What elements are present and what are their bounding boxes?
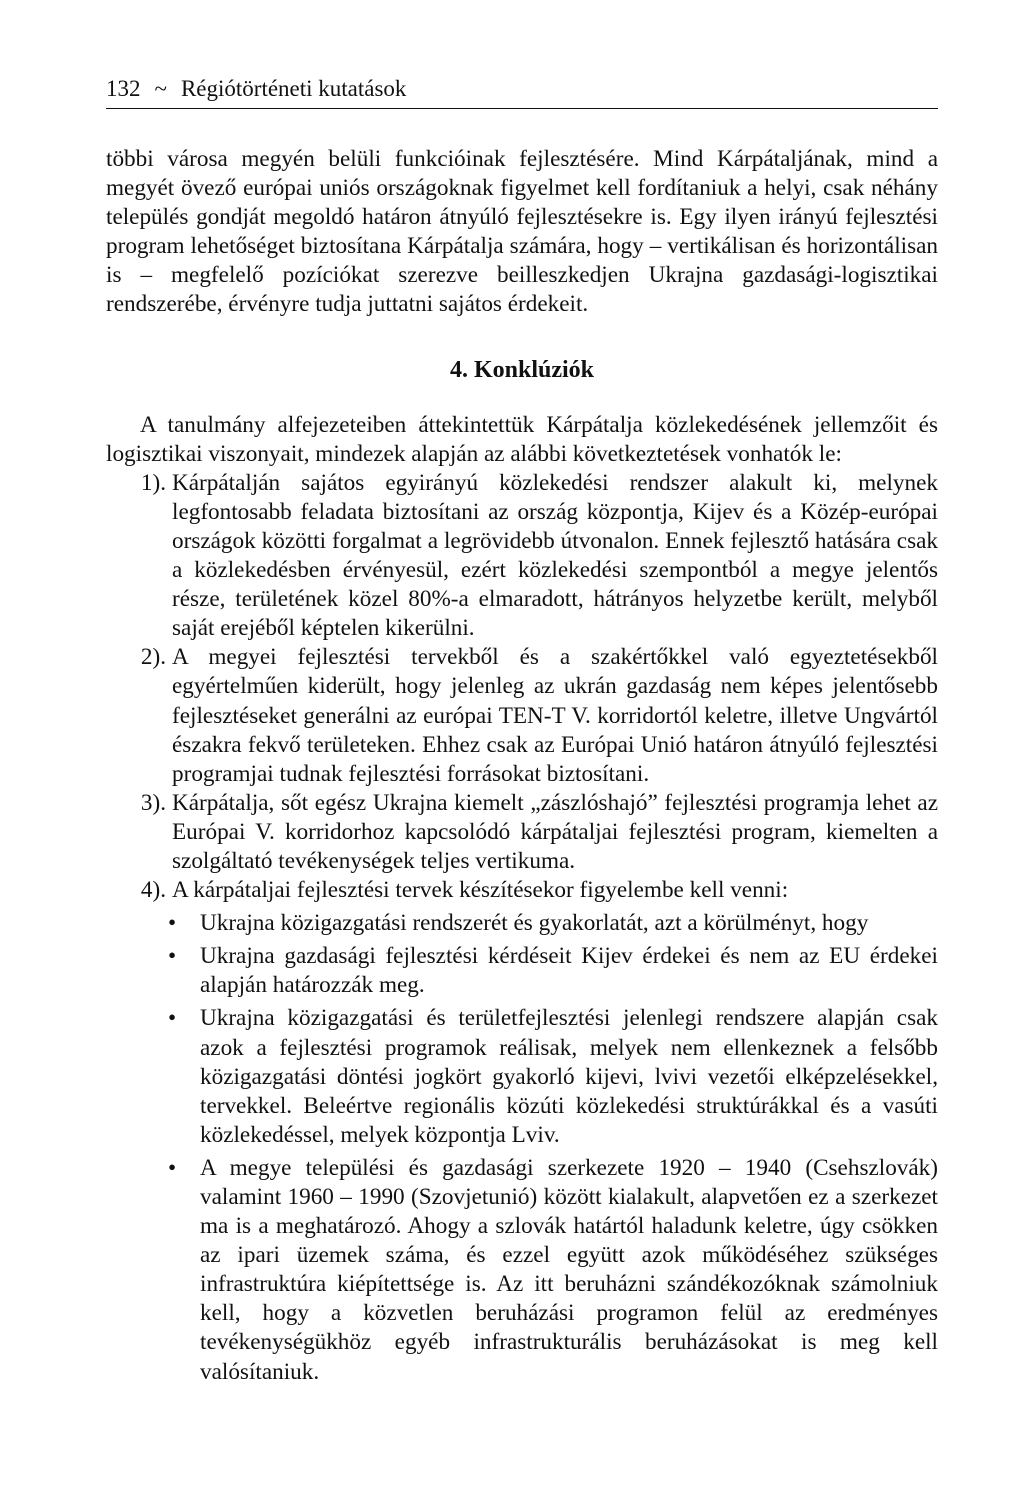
bullet-icon: • — [168, 1154, 177, 1181]
item-text: Kárpátalján sajátos egyirányú közlekedési rendszer alakult ki, melynek legfontosabb feladata biztosítani az ország központja, Kijev és a Közép-európai országok közötti forgalmat a legrövidebb útvonalon. Ennek fejlesztő hatására csak a közlekedésben érvényesül, ezért közlekedési szempontból a megye jelentős része, területének közel 80%-a elmaradott, hátrányos helyzetbe került, melyből saját erejéből képtelen kikerülni. — [172, 469, 938, 642]
header-separator: ~ — [154, 76, 167, 101]
bullet-text: Ukrajna közigazgatási és területfejlesztési jelenlegi rendszere alapján csak azok a fejlesztési programok reálisak, melyek nem ellenkeznek a felsőbb közigazgatási döntési jogkört gyakorló kijevi, lvivi vezetői elképzelésekkel, tervekkel. Beleértve regionális közúti közlekedési struktúrákkal és a vasúti közlekedéssel, melyek központja Lviv. — [200, 1005, 938, 1148]
document-page — [106, 74, 938, 1387]
item-number: 1). — [140, 469, 166, 496]
conclusion-item-2 — [106, 643, 938, 788]
conclusion-item-4 — [106, 876, 938, 905]
bullet-text: A megye települési és gazdasági szerkezete 1920 – 1940 (Csehszlovák) valamint 1960 – 1990 (Szovjetunió) között kialakult, alapvetően ez a szerkezet ma is a meghatározó. Ahogy a szlovák határtól haladunk keletre, úgy csökken az ipari üzemek száma, és ezzel együtt azok működéséhez szükséges infrastruktúra kiépítettsége is. Az itt beruházni szándékozóknak számolniuk kell, hogy a közvetlen beruházási programon felül az eredményes tevékenységükhöz egyéb infrastrukturális beruházásokat is meg kell valósítaniuk. — [200, 1154, 938, 1385]
item-text: A megyei fejlesztési tervekből és a szakértőkkel való egyeztetésekből egyértelműen kiderült, hogy jelenleg az ukrán gazdaság nem képes jelentősebb fejlesztéseket generálni az európai TEN-T V. korridortól keletre, illetve Ungvártól északra fekvő területeken. Ehhez csak az Európai Unió határon átnyúló fejlesztési programjai tudnak fejlesztési forrásokat biztosítani. — [172, 644, 938, 787]
item-number: 3). — [140, 789, 166, 816]
bullet-icon: • — [168, 1005, 177, 1032]
conclusion-item-3 — [106, 789, 938, 876]
item-number: 2). — [140, 644, 166, 671]
running-header — [106, 74, 938, 109]
bullet-text: Ukrajna gazdasági fejlesztési kérdéseit Kijev érdekei és nem az EU érdekei alapján határozzák meg. — [200, 943, 938, 999]
section-heading: 4. Konklúziók — [449, 356, 595, 383]
bullet-icon: • — [168, 943, 177, 970]
page-number: 132 — [106, 76, 141, 101]
bullet-list — [106, 909, 938, 1387]
running-title: Régiótörténeti kutatások — [180, 76, 407, 101]
list-item — [106, 942, 938, 1000]
bullet-icon: • — [168, 910, 177, 937]
bullet-text: Ukrajna közigazgatási rendszerét és gyakorlatát, azt a körülményt, hogy — [200, 910, 869, 937]
item-number: 4). — [140, 877, 166, 904]
list-item — [106, 909, 938, 938]
item-text: Kárpátalja, sőt egész Ukrajna kiemelt „zászlóshajó” fejlesztési programja lehet az Európai V. korridorhoz kapcsolódó kárpátaljai fejlesztési program, kiemelten a szolgáltató tevékenységek teljes vertikuma. — [172, 789, 938, 874]
body-text — [106, 145, 938, 1387]
opening-paragraph: többi városa megyén belüli funkcióinak fejlesztésére. Mind Kárpátaljának, mind a megyét övező európai uniós országoknak figyelmet kell fordítaniuk a helyi, csak néhány település gondját megoldó határon átnyúló fejlesztésekre is. Egy ilyen irányú fejlesztési program lehetőséget biztosítana Kárpátalja számára, hogy – vertikálisan és horizontálisan is – megfelelő pozíciókat szerezve beilleszkedjen Ukrajna gazdasági-logisztikai rendszerébe, érvényre tudja juttatni sajátos érdekeit. — [106, 146, 938, 318]
conclusion-item-1 — [106, 469, 938, 644]
intro-paragraph: A tanulmány alfejezeteiben áttekintettük Kárpátalja közlekedésének jellemzőit és logisztikai viszonyait, mindezek alapján az alábbi következtetések vonhatók le: — [106, 411, 938, 467]
item-text: A kárpátaljai fejlesztési tervek készítésekor figyelembe kell venni: — [172, 877, 789, 904]
list-item — [106, 1004, 938, 1149]
list-item — [106, 1154, 938, 1387]
